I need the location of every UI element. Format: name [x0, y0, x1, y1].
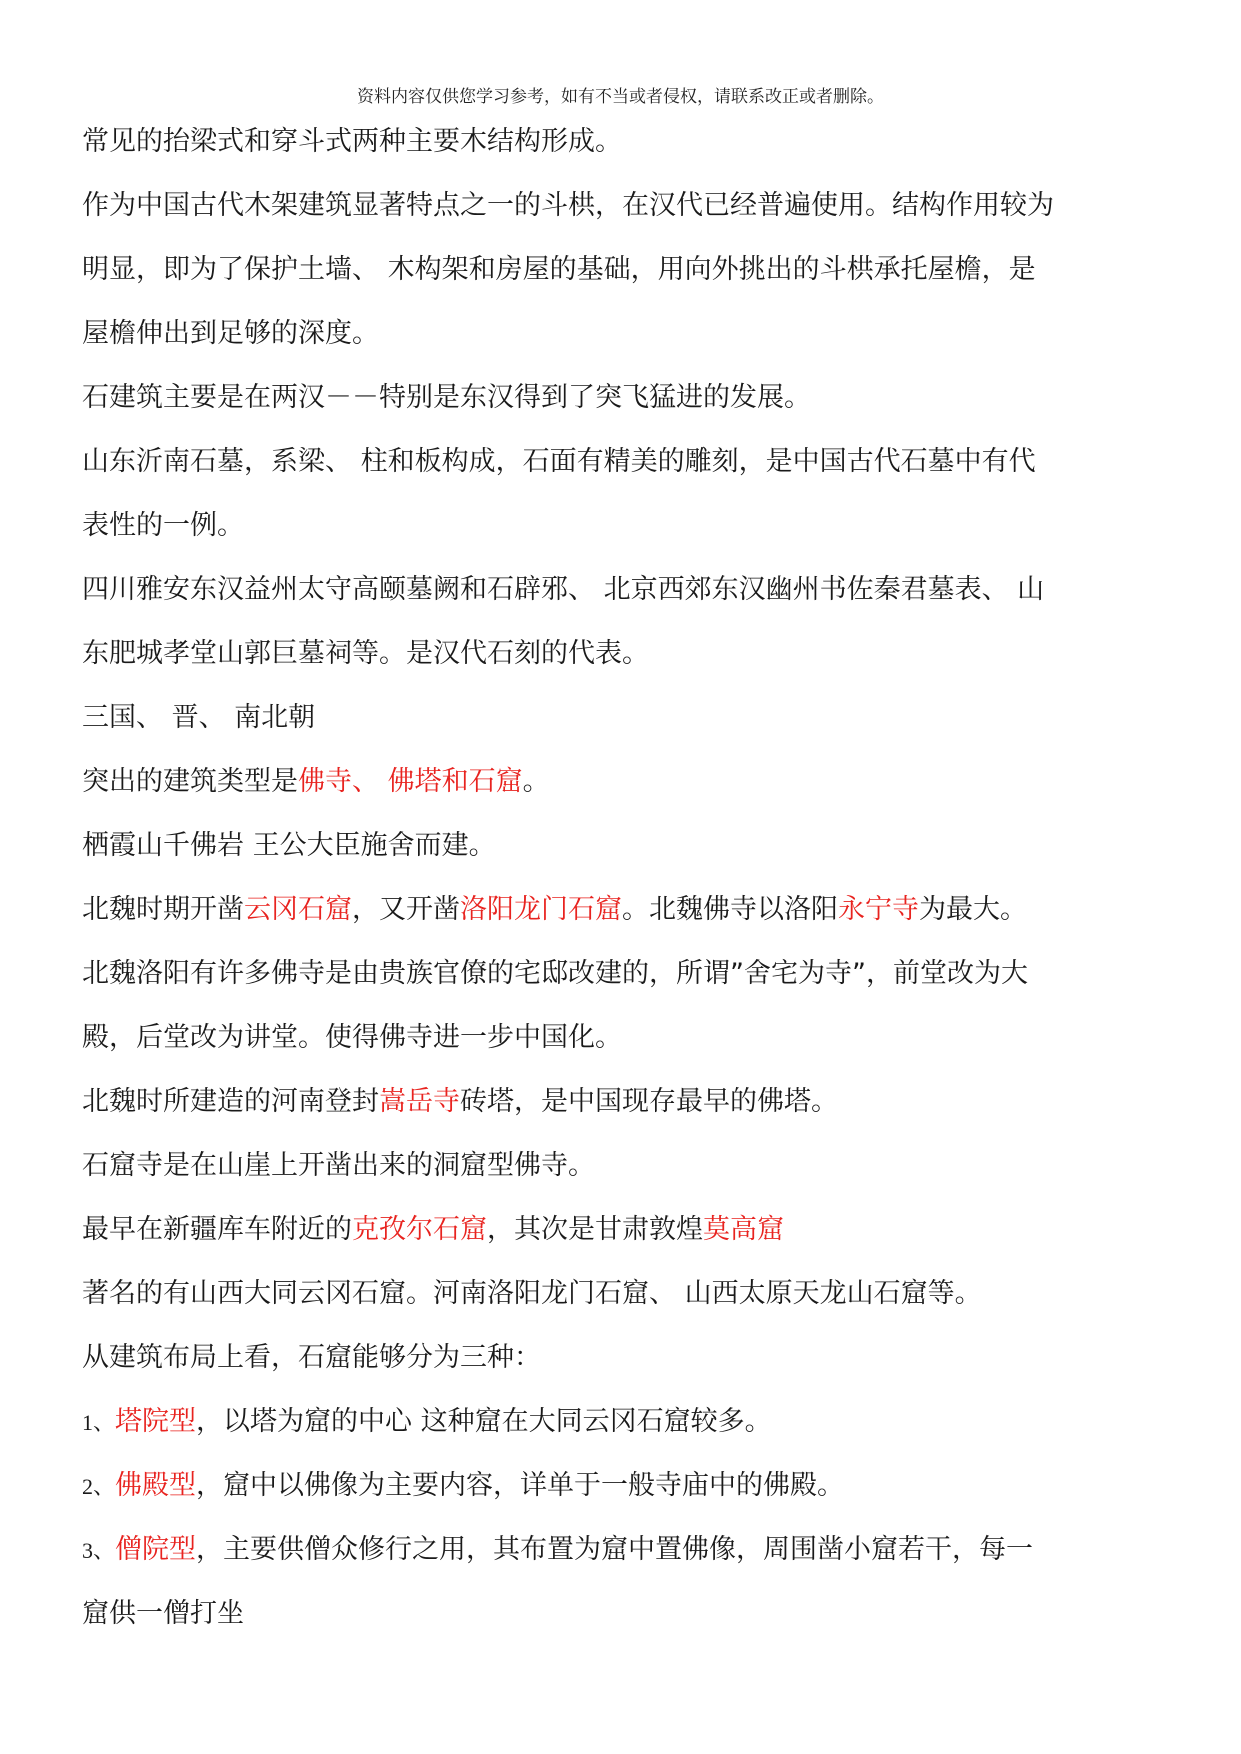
- paragraph-line: 著名的有山西大同云冈石窟。河南洛阳龙门石窟、 山西太原天龙山石窟等。: [82, 1278, 982, 1309]
- text-segment: 最早在新疆库车附近的: [82, 1214, 352, 1245]
- text-segment: ，窟中以佛像为主要内容，详单于一般寺庙中的佛殿。: [196, 1470, 845, 1501]
- paragraph-line: 北魏洛阳有许多佛寺是由贵族官僚的宅邸改建的，所谓”舍宅为寺”，前堂改为大: [82, 958, 1028, 989]
- list-item: [82, 1468, 1168, 1504]
- paragraph-line: 山东沂南石墓，系梁、 柱和板构成，石面有精美的雕刻，是中国古代石墓中有代: [82, 446, 1036, 477]
- paragraph-line: 四川雅安东汉益州太守高颐墓阙和石辟邪、 北京西郊东汉幽州书佐秦君墓表、 山: [82, 574, 1045, 605]
- paragraph-line: 石建筑主要是在两汉－－特别是东汉得到了突飞猛进的发展。: [82, 382, 811, 413]
- paragraph-line: 表性的一例。: [82, 510, 244, 541]
- highlighted-term: 塔院型: [115, 1406, 197, 1437]
- highlighted-term: 嵩岳寺: [379, 1086, 460, 1117]
- paragraph-line: 窟供一僧打坐: [82, 1598, 244, 1629]
- text-segment: ，以塔为窟的中心 这种窟在大同云冈石窟较多。: [196, 1406, 772, 1437]
- text-segment: 。北魏佛寺以洛阳: [622, 894, 838, 925]
- paragraph-line: [82, 1212, 1168, 1248]
- text-segment: 突出的建筑类型是: [82, 766, 298, 797]
- text-segment: 为最大。: [919, 894, 1027, 925]
- highlighted-term: 永宁寺: [838, 894, 919, 925]
- document-body: [82, 124, 1168, 1660]
- paragraph-line: 从建筑布局上看，石窟能够分为三种：: [82, 1342, 541, 1373]
- paragraph-line: 东肥城孝堂山郭巨墓祠等。是汉代石刻的代表。: [82, 638, 649, 669]
- list-item: [82, 1404, 1168, 1440]
- paragraph-line: [82, 764, 1168, 800]
- text-segment: ，又开凿: [352, 894, 460, 925]
- paragraph-line: 明显，即为了保护土墙、 木构架和房屋的基础，用向外挑出的斗栱承托屋檐，是: [82, 254, 1036, 285]
- text-segment: ，其次是甘肃敦煌: [487, 1214, 703, 1245]
- highlighted-term: 云冈石窟: [244, 894, 352, 925]
- list-number: 3、: [82, 1538, 116, 1563]
- text-segment: 北魏时所建造的河南登封: [82, 1086, 379, 1117]
- text-segment: ，主要供僧众修行之用，其布置为窟中置佛像，周围凿小窟若干，每一: [196, 1534, 1034, 1565]
- paragraph-line: [82, 1084, 1168, 1120]
- text-segment: 砖塔，是中国现存最早的佛塔。: [460, 1086, 838, 1117]
- paragraph-line: [82, 892, 1168, 928]
- paragraph-line: 屋檐伸出到足够的深度。: [82, 318, 379, 349]
- highlighted-term: 佛寺、 佛塔和石窟: [298, 766, 523, 797]
- page-header-note: 资料内容仅供您学习参考，如有不当或者侵权，请联系改正或者删除。: [357, 87, 884, 107]
- section-heading: 三国、 晋、 南北朝: [82, 702, 316, 733]
- paragraph-line: 常见的抬梁式和穿斗式两种主要木结构形成。: [82, 126, 622, 157]
- paragraph-line: 石窟寺是在山崖上开凿出来的洞窟型佛寺。: [82, 1150, 595, 1181]
- highlighted-term: 洛阳龙门石窟: [460, 894, 622, 925]
- text-segment: 北魏时期开凿: [82, 894, 244, 925]
- list-number: 1、: [82, 1410, 116, 1435]
- list-item: [82, 1532, 1168, 1568]
- list-number: 2、: [82, 1474, 116, 1499]
- highlighted-term: 克孜尔石窟: [352, 1214, 487, 1245]
- text-segment: 。: [522, 766, 550, 797]
- paragraph-line: 作为中国古代木架建筑显著特点之一的斗栱，在汉代已经普遍使用。结构作用较为: [82, 190, 1054, 221]
- highlighted-term: 莫高窟: [703, 1214, 784, 1245]
- highlighted-term: 佛殿型: [115, 1470, 197, 1501]
- highlighted-term: 僧院型: [115, 1534, 197, 1565]
- paragraph-line: 殿，后堂改为讲堂。使得佛寺进一步中国化。: [82, 1022, 622, 1053]
- paragraph-line: 栖霞山千佛岩 王公大臣施舍而建。: [82, 830, 496, 861]
